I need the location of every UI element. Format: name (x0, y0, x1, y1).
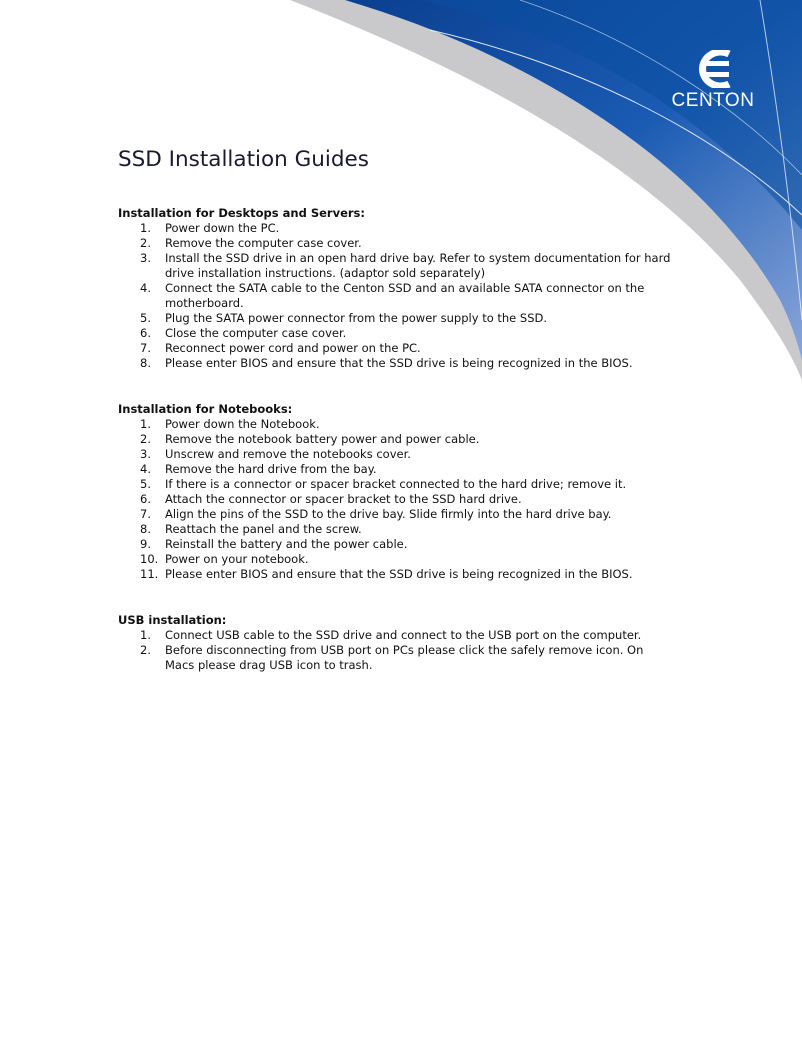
list-item (118, 477, 678, 492)
list-item (118, 447, 678, 462)
section-title: Installation for Desktops and Servers: (118, 206, 365, 220)
step-text: Attach the connector or spacer bracket to the SSD hard drive. (165, 492, 522, 506)
step-text: Power down the Notebook. (165, 417, 320, 431)
step-text: Connect the SATA cable to the Centon SSD and an available SATA connector on the (165, 281, 645, 295)
step-number: 11. (140, 567, 159, 581)
step-number: 2. (140, 643, 151, 657)
list-item (118, 567, 678, 582)
list-item (118, 628, 678, 643)
list-item (118, 417, 678, 432)
step-text: Please enter BIOS and ensure that the SSD drive is being recognized in the BIOS. (165, 567, 633, 581)
centon-c-logo-icon (691, 50, 735, 88)
step-number: 7. (140, 507, 151, 521)
step-text: Please enter BIOS and ensure that the SSD drive is being recognized in the BIOS. (165, 356, 633, 370)
step-text: Reconnect power cord and power on the PC. (165, 341, 421, 355)
list-item (118, 341, 678, 356)
step-text: Connect USB cable to the SSD drive and connect to the USB port on the computer. (165, 628, 642, 642)
step-text: Before disconnecting from USB port on PCs please click the safely remove icon. On (165, 643, 644, 657)
section-notebooks (118, 402, 678, 582)
step-text: drive installation instructions. (adaptor sold separately) (165, 266, 486, 280)
page-title: SSD Installation Guides (118, 147, 369, 172)
step-number: 4. (140, 281, 151, 295)
step-text: Plug the SATA power connector from the power supply to the SSD. (165, 311, 548, 325)
list-item (118, 492, 678, 507)
section-desktops (118, 206, 678, 371)
steps-list (118, 221, 678, 371)
step-number: 8. (140, 356, 151, 370)
step-number: 9. (140, 537, 151, 551)
step-text: Power down the PC. (165, 221, 280, 235)
step-number: 5. (140, 477, 151, 491)
step-text: If there is a connector or spacer bracket connected to the hard drive; remove it. (165, 477, 627, 491)
centon-logo (668, 50, 758, 112)
list-item (118, 281, 678, 311)
list-item (118, 251, 678, 281)
step-text: Power on your notebook. (165, 552, 309, 566)
step-number: 3. (140, 447, 151, 461)
steps-list (118, 628, 678, 673)
list-item (118, 522, 678, 537)
step-number: 2. (140, 432, 151, 446)
step-number: 10. (140, 552, 159, 566)
step-text: Close the computer case cover. (165, 326, 347, 340)
step-number: 8. (140, 522, 151, 536)
list-item (118, 221, 678, 236)
list-item (118, 537, 678, 552)
step-text: Remove the hard drive from the bay. (165, 462, 377, 476)
list-item (118, 311, 678, 326)
list-item (118, 326, 678, 341)
step-number: 6. (140, 326, 151, 340)
logo-brand-text: CENTON (671, 90, 755, 111)
section-title: USB installation: (118, 613, 227, 627)
step-number: 7. (140, 341, 151, 355)
step-number: 3. (140, 251, 151, 265)
list-item (118, 552, 678, 567)
list-item (118, 432, 678, 447)
step-text: Install the SSD drive in an open hard drive bay. Refer to system documentation for hard (165, 251, 671, 265)
step-number: 5. (140, 311, 151, 325)
step-text: Align the pins of the SSD to the drive bay. Slide firmly into the hard drive bay. (165, 507, 612, 521)
step-number: 1. (140, 221, 151, 235)
list-item (118, 462, 678, 477)
step-text: Unscrew and remove the notebooks cover. (165, 447, 411, 461)
step-number: 4. (140, 462, 151, 476)
step-text: motherboard. (165, 296, 244, 310)
step-number: 1. (140, 417, 151, 431)
list-item (118, 356, 678, 371)
section-title: Installation for Notebooks: (118, 402, 293, 416)
steps-list (118, 417, 678, 582)
step-number: 1. (140, 628, 151, 642)
list-item (118, 236, 678, 251)
step-number: 2. (140, 236, 151, 250)
step-text: Reattach the panel and the screw. (165, 522, 362, 536)
step-text: Remove the computer case cover. (165, 236, 362, 250)
list-item (118, 507, 678, 522)
list-item (118, 643, 678, 673)
step-number: 6. (140, 492, 151, 506)
section-usb (118, 613, 678, 673)
step-text: Reinstall the battery and the power cable. (165, 537, 408, 551)
step-text: Macs please drag USB icon to trash. (165, 658, 373, 672)
step-text: Remove the notebook battery power and power cable. (165, 432, 480, 446)
